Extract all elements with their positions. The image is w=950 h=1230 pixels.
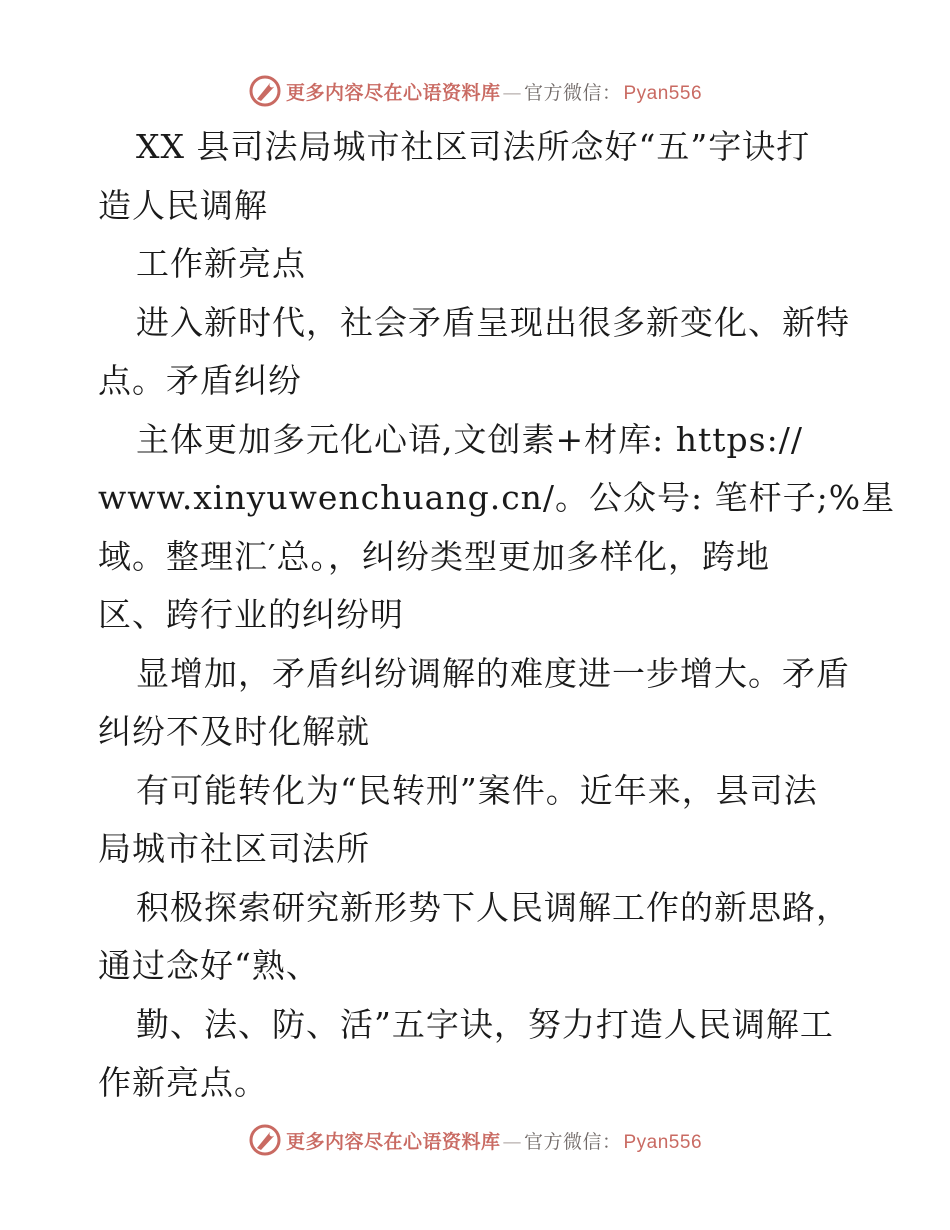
watermark-separator: — <box>502 81 522 104</box>
watermark-banner-top <box>0 71 950 111</box>
text-line: 显增加，矛盾纠纷调解的难度进一步增大。矛盾 <box>136 653 850 693</box>
text-line: 局城市社区司法所 <box>98 829 370 868</box>
watermark-contact-id: Pyan556 <box>623 82 703 104</box>
text-line: 作新亮点。 <box>98 1063 268 1102</box>
text-line: www.xinyuwenchuang.cn/。公众号: 笔杆子;%星 <box>98 478 896 517</box>
watermark-banner-bottom <box>0 1120 950 1160</box>
text-line: 造人民调解 <box>98 185 268 225</box>
text-line: 区、跨行业的纠纷明 <box>98 595 404 634</box>
pen-circle-logo-icon <box>248 74 282 108</box>
text-line: 纠纷不及时化解就 <box>98 712 370 751</box>
document-body <box>98 118 896 1113</box>
pen-circle-logo-icon <box>248 1123 282 1157</box>
watermark-contact-label: 官方微信： <box>523 1130 622 1153</box>
watermark-text <box>286 1127 702 1154</box>
text-line: 域。整理汇′总。，纠纷类型更加多样化，跨地 <box>98 536 770 576</box>
watermark-contact-id: Pyan556 <box>623 1131 703 1153</box>
text-line: 勤、法、防、活”五字诀，努力打造人民调解工 <box>136 1004 834 1044</box>
watermark-main-text: 更多内容尽在心语资料库 <box>285 1130 501 1153</box>
text-line: 进入新时代，社会矛盾呈现出很多新变化、新特 <box>136 302 850 342</box>
text-line: 积极探索研究新形势下人民调解工作的新思路， <box>136 887 850 927</box>
text-line: XX 县司法局城市社区司法所念好“五”字诀打 <box>136 127 811 166</box>
text-line: 点。矛盾纠纷 <box>98 361 302 400</box>
text-line: 工作新亮点 <box>136 244 306 283</box>
text-line: 通过念好“熟、 <box>98 946 320 985</box>
watermark-main-text: 更多内容尽在心语资料库 <box>285 81 501 104</box>
text-line: 主体更加多元化心语,文创素+材库: https:// <box>136 419 803 459</box>
watermark-contact-label: 官方微信： <box>523 81 622 104</box>
watermark-text <box>286 78 702 105</box>
watermark-separator: — <box>502 1130 522 1153</box>
text-line: 有可能转化为“民转刑”案件。近年来，县司法 <box>136 770 818 810</box>
